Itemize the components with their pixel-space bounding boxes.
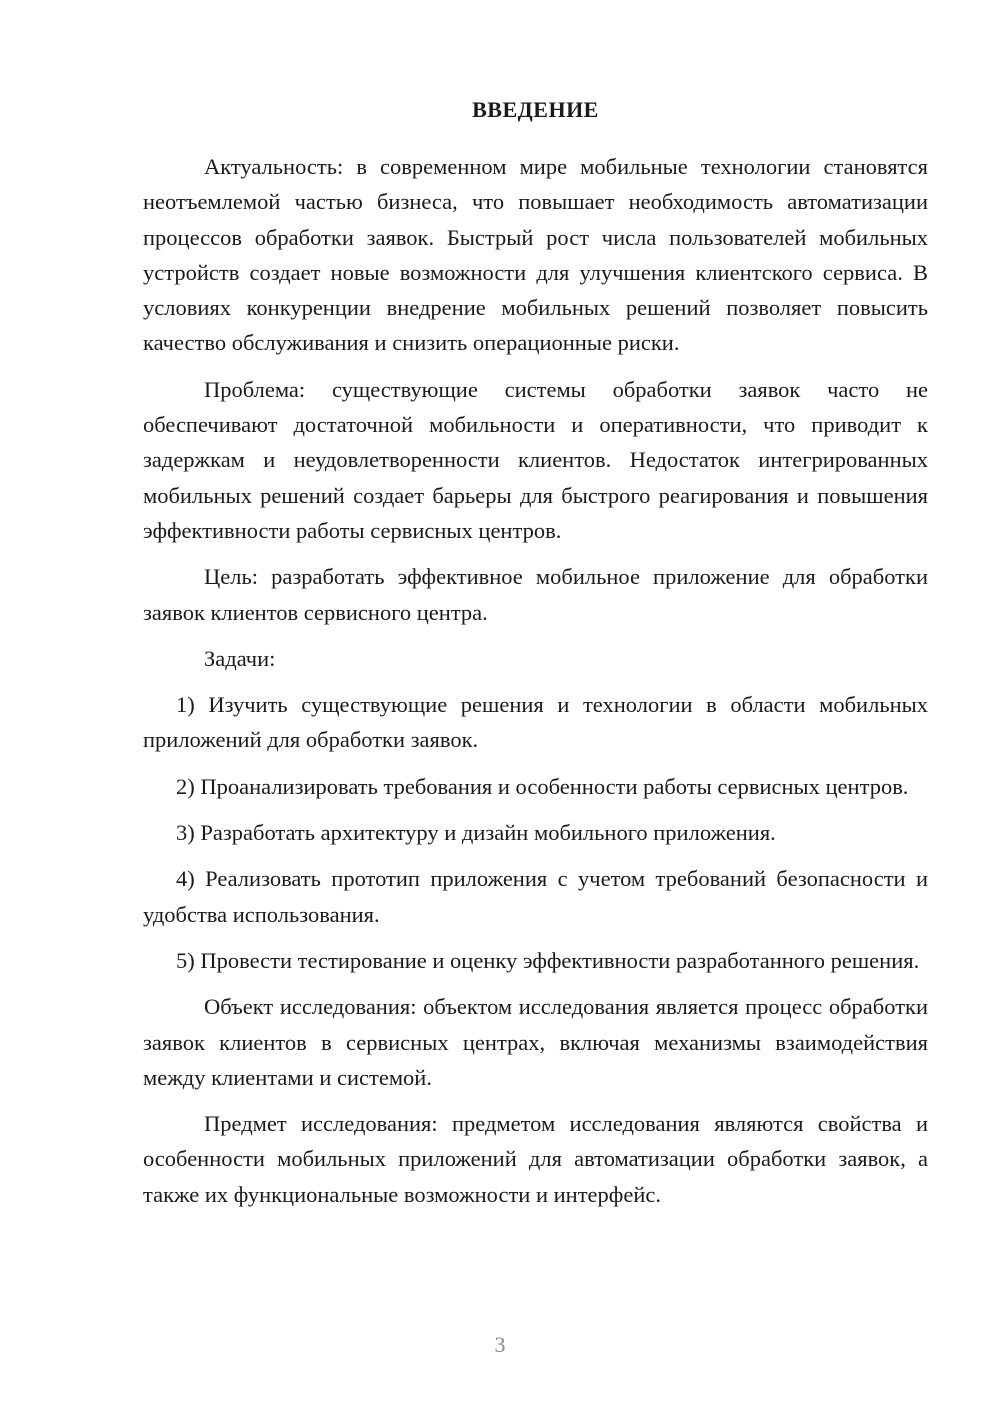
task-item-1: 1) Изучить существующие решения и технологии в области мобильных приложений для обработки заявок.	[143, 692, 928, 753]
document-page	[143, 92, 928, 1212]
paragraph-subject: Предмет исследования: предметом исследования являются свойства и особенности мобильных приложений для автоматизации обработки заявок, а также их функциональные возможности и интерфейс.	[143, 1111, 928, 1207]
task-item-4: 4) Реализовать прототип приложения с учетом требований безопасности и удобства использования.	[143, 866, 928, 927]
task-item-3: 3) Разработать архитектуру и дизайн мобильного приложения.	[176, 820, 776, 846]
paragraph-goal: Цель: разработать эффективное мобильное приложение для обработки заявок клиентов сервисного центра.	[143, 564, 928, 625]
tasks-heading: Задачи:	[204, 645, 276, 671]
page-number: 3	[494, 1332, 506, 1357]
task-item-5: 5) Провести тестирование и оценку эффективности разработанного решения.	[176, 947, 920, 973]
paragraph-problem: Проблема: существующие системы обработки заявок часто не обеспечивают достаточной мобильности и оперативности, что приводит к задержкам и неудовлетворенности клиентов. Недостаток интегрированных мобильных решений создает барьеры для быстрого реагирования и повышения эффективности работы сервисных центров.	[143, 376, 928, 543]
paragraph-relevance: Актуальность: в современном мире мобильные технологии становятся неотъемлемой частью бизнеса, что повышает необходимость автоматизации процессов обработки заявок. Быстрый рост числа пользователей мобильных устройств создает новые возможности для улучшения клиентского сервиса. В условиях конкуренции внедрение мобильных решений позволяет повысить качество обслуживания и снизить операционные риски.	[143, 154, 928, 356]
section-title: ВВЕДЕНИЕ	[472, 97, 599, 122]
task-item-2: 2) Проанализировать требования и особенности работы сервисных центров.	[176, 773, 909, 799]
paragraph-object: Объект исследования: объектом исследования является процесс обработки заявок клиентов в сервисных центрах, включая механизмы взаимодействия между клиентами и системой.	[143, 994, 928, 1090]
